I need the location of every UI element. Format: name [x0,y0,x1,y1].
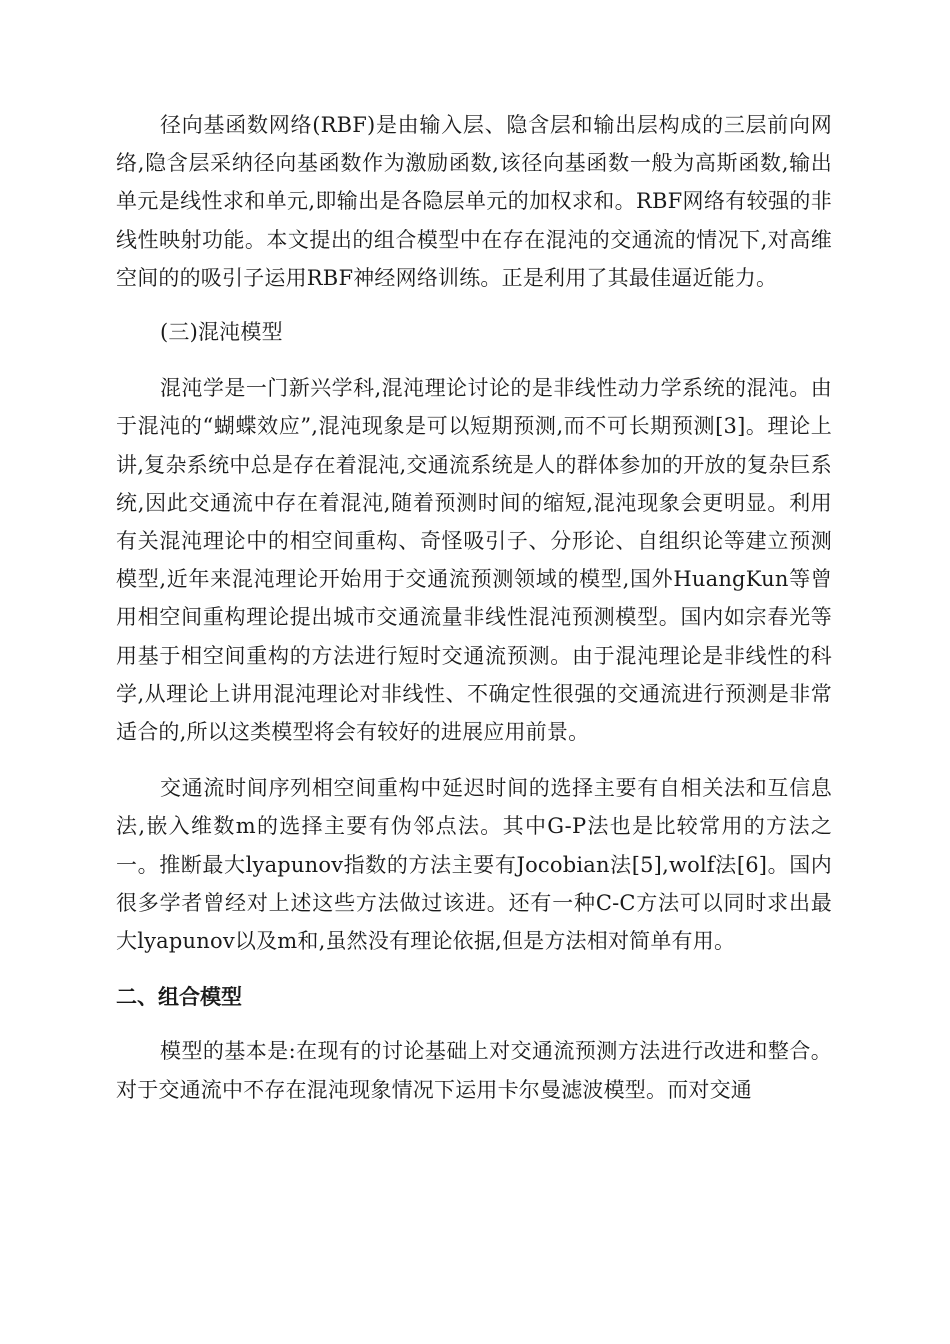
section-heading: 二、组合模型 [116,985,242,1010]
combined-model-paragraph: 模型的基本是:在现有的讨论基础上对交通流预测方法进行改进和整合。对于交通流中不存在混沌现象情况下运用卡尔曼滤波模型。而对交通 [116,1039,832,1102]
chaos-intro-paragraph: 混沌学是一门新兴学科,混沌理论讨论的是非线性动力学系统的混沌。由于混沌的“蝴蝶效应”,混沌现象是可以短期预测,而不可长期预测[3]。理论上讲,复杂系统中总是存在着混沌,交通流系统是人的群体参加的开放的复杂巨系统,因此交通流中存在着混沌,随着预测时间的缩短,混沌现象会更明显。利用有关混沌理论中的相空间重构、奇怪吸引子、分形论、自组织论等建立预测模型,近年来混沌理论开始用于交通流预测领域的模型,国外HuangKun等曾用相空间重构理论提出城市交通流量非线性混沌预测模型。国内如宗春光等用基于相空间重构的方法进行短时交通流预测。由于混沌理论是非线性的科学,从理论上讲用混沌理论对非线性、不确定性很强的交通流进行预测是非常适合的,所以这类模型将会有较好的进展应用前景。 [116,376,832,745]
rbf-paragraph: 径向基函数网络(RBF)是由输入层、隐含层和输出层构成的三层前向网络,隐含层采纳径向基函数作为激励函数,该径向基函数一般为高斯函数,输出单元是线性求和单元,即输出是各隐层单元的加权求和。RBF网络有较强的非线性映射功能。本文提出的组合模型中在存在混沌的交通流的情况下,对高维空间的的吸引子运用RBF神经网络训练。正是利用了其最佳逼近能力。 [116,113,832,290]
document-page [116,106,832,1125]
phase-space-paragraph: 交通流时间序列相空间重构中延迟时间的选择主要有自相关法和互信息法,嵌入维数m的选择主要有伪邻点法。其中G-P法也是比较常用的方法之一。推断最大lyapunov指数的方法主要有Jocobian法[5],wolf法[6]。国内很多学者曾经对上述这些方法做过该进。还有一种C-C方法可以同时求出最大lyapunov以及m和,虽然没有理论依据,但是方法相对简单有用。 [116,776,832,954]
chaos-model-subtitle: (三)混沌模型 [160,320,283,345]
